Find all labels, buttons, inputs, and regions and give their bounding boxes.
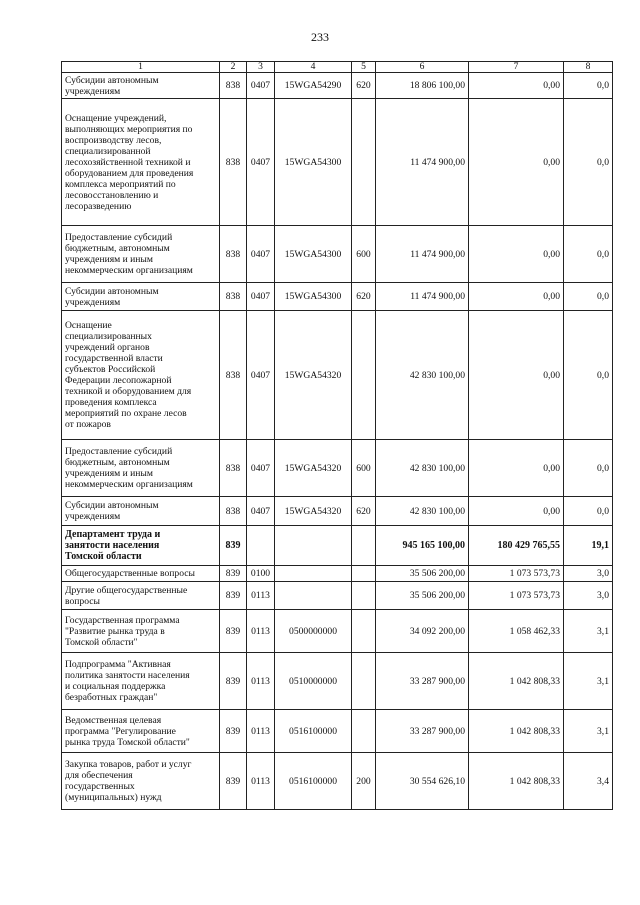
executed-amount-cell: 1 042 808,33: [469, 710, 564, 753]
row-name-line: государственных: [65, 781, 135, 792]
row-name-cell: [62, 73, 220, 99]
executed-amount-cell: 180 429 765,55: [469, 526, 564, 566]
column-header: 4: [275, 62, 352, 73]
execution-percent-cell: 3,0: [564, 582, 613, 610]
table-row: [62, 440, 613, 497]
row-name-line: оборудованием для проведения: [65, 167, 194, 179]
table-row: [62, 497, 613, 526]
row-name-line: Предоставление субсидий: [65, 446, 173, 457]
row-name-line: от пожаров: [65, 419, 111, 430]
execution-percent-cell: 0,0: [564, 311, 613, 440]
row-name-line: лесоразведению: [65, 200, 132, 212]
planned-amount-cell: 35 506 200,00: [376, 566, 469, 582]
section-code-cell: 0407: [247, 440, 275, 497]
row-name-line: Оснащение: [65, 320, 112, 331]
section-code-cell: 0113: [247, 653, 275, 710]
planned-amount-cell: 42 830 100,00: [376, 440, 469, 497]
column-header: 7: [469, 62, 564, 73]
target-article-cell: 0516100000: [275, 753, 352, 810]
column-number-row: [62, 62, 613, 73]
table-body: [62, 73, 613, 810]
execution-percent-cell: 0,0: [564, 73, 613, 99]
row-name-line: бюджетным, автономным: [65, 243, 170, 254]
row-name-line: занятости населения: [65, 540, 160, 551]
expense-type-cell: [352, 526, 376, 566]
expense-type-cell: [352, 610, 376, 653]
executed-amount-cell: 1 073 573,73: [469, 566, 564, 582]
row-name-line: и социальная поддержка: [65, 681, 166, 692]
row-name-line: проведения комплекса: [65, 397, 157, 408]
planned-amount-cell: 33 287 900,00: [376, 653, 469, 710]
expense-type-cell: [352, 582, 376, 610]
row-name-line: "Развитие рынка труда в: [65, 625, 165, 637]
row-name-line: техникой и оборудованием для: [65, 386, 192, 397]
row-name-cell: [62, 526, 220, 566]
row-name-cell: [62, 99, 220, 226]
row-name-cell: [62, 710, 220, 753]
row-name-line: Томской области": [65, 636, 138, 648]
row-name-line: комплекса мероприятий по: [65, 178, 176, 190]
target-article-cell: 0516100000: [275, 710, 352, 753]
executed-amount-cell: 1 073 573,73: [469, 582, 564, 610]
ministry-code-cell: 838: [220, 226, 247, 283]
table-row: [62, 226, 613, 283]
section-code-cell: 0407: [247, 73, 275, 99]
row-name-line: государственной власти: [65, 353, 163, 364]
ministry-code-cell: 839: [220, 582, 247, 610]
row-name-line: Общегосударственные вопросы: [65, 568, 195, 579]
ministry-code-cell: 839: [220, 526, 247, 566]
execution-percent-cell: 0,0: [564, 99, 613, 226]
section-code-cell: 0407: [247, 283, 275, 311]
row-name-line: программа "Регулирование: [65, 725, 176, 737]
column-header: 1: [62, 62, 220, 73]
expense-type-cell: 620: [352, 497, 376, 526]
ministry-code-cell: 839: [220, 610, 247, 653]
expense-type-cell: [352, 653, 376, 710]
section-code-cell: 0113: [247, 753, 275, 810]
section-code-cell: 0113: [247, 610, 275, 653]
row-name-line: Субсидии автономным: [65, 74, 159, 86]
row-name-line: Ведомственная целевая: [65, 714, 162, 726]
target-article-cell: [275, 582, 352, 610]
row-name-line: воспроизводству лесов,: [65, 134, 162, 146]
row-name-line: мероприятий по охране лесов: [65, 408, 187, 419]
table-row: [62, 566, 613, 582]
row-name-line: Оснащение учреждений,: [65, 112, 167, 124]
target-article-cell: 15WGA54290: [275, 73, 352, 99]
row-name-line: Предоставление субсидий: [65, 232, 173, 243]
table-row: [62, 653, 613, 710]
expense-type-cell: [352, 710, 376, 753]
section-code-cell: 0407: [247, 226, 275, 283]
executed-amount-cell: 0,00: [469, 311, 564, 440]
planned-amount-cell: 35 506 200,00: [376, 582, 469, 610]
executed-amount-cell: 1 042 808,33: [469, 653, 564, 710]
table-row: [62, 99, 613, 226]
ministry-code-cell: 839: [220, 710, 247, 753]
row-name-line: безработных граждан": [65, 692, 158, 703]
execution-percent-cell: 0,0: [564, 283, 613, 311]
row-name-line: Департамент труда и: [65, 529, 161, 540]
row-name-line: лесовосстановлению и: [65, 189, 159, 201]
table-row: [62, 582, 613, 610]
ministry-code-cell: 838: [220, 283, 247, 311]
executed-amount-cell: 1 042 808,33: [469, 753, 564, 810]
column-header: 8: [564, 62, 613, 73]
row-name-line: учреждениям и иным: [65, 254, 153, 265]
executed-amount-cell: 0,00: [469, 497, 564, 526]
expense-type-cell: 200: [352, 753, 376, 810]
expense-type-cell: 620: [352, 73, 376, 99]
row-name-line: учреждениям: [65, 85, 121, 97]
column-header: 6: [376, 62, 469, 73]
target-article-cell: 15WGA54320: [275, 311, 352, 440]
column-header: 5: [352, 62, 376, 73]
execution-percent-cell: 3,0: [564, 566, 613, 582]
planned-amount-cell: 30 554 626,10: [376, 753, 469, 810]
row-name-line: Государственная программа: [65, 614, 180, 626]
expense-type-cell: 620: [352, 283, 376, 311]
row-name-line: учреждениям: [65, 511, 121, 522]
execution-percent-cell: 0,0: [564, 440, 613, 497]
execution-percent-cell: 0,0: [564, 226, 613, 283]
row-name-line: Федерации лесопожарной: [65, 375, 172, 386]
planned-amount-cell: 42 830 100,00: [376, 311, 469, 440]
ministry-code-cell: 838: [220, 99, 247, 226]
target-article-cell: 15WGA54320: [275, 497, 352, 526]
row-name-line: специализированной: [65, 145, 151, 157]
row-name-line: некоммерческим организациям: [65, 265, 193, 276]
ministry-code-cell: 838: [220, 73, 247, 99]
execution-percent-cell: 3,4: [564, 753, 613, 810]
executed-amount-cell: 0,00: [469, 226, 564, 283]
budget-table: [61, 61, 613, 810]
row-name-cell: [62, 226, 220, 283]
section-code-cell: 0407: [247, 99, 275, 226]
row-name-line: субъектов Российской: [65, 364, 156, 375]
executed-amount-cell: 0,00: [469, 440, 564, 497]
planned-amount-cell: 945 165 100,00: [376, 526, 469, 566]
row-name-cell: [62, 440, 220, 497]
executed-amount-cell: 1 058 462,33: [469, 610, 564, 653]
planned-amount-cell: 11 474 900,00: [376, 283, 469, 311]
planned-amount-cell: 11 474 900,00: [376, 226, 469, 283]
execution-percent-cell: 19,1: [564, 526, 613, 566]
column-header: 3: [247, 62, 275, 73]
row-name-cell: [62, 653, 220, 710]
table-row: [62, 710, 613, 753]
row-name-cell: [62, 582, 220, 610]
planned-amount-cell: 34 092 200,00: [376, 610, 469, 653]
row-name-cell: [62, 497, 220, 526]
planned-amount-cell: 33 287 900,00: [376, 710, 469, 753]
executed-amount-cell: 0,00: [469, 283, 564, 311]
executed-amount-cell: 0,00: [469, 73, 564, 99]
table-row: [62, 753, 613, 810]
target-article-cell: 15WGA54300: [275, 226, 352, 283]
section-code-cell: [247, 526, 275, 566]
planned-amount-cell: 18 806 100,00: [376, 73, 469, 99]
row-name-line: Закупка товаров, работ и услуг: [65, 759, 192, 770]
row-name-line: Субсидии автономным: [65, 285, 159, 297]
row-name-line: учреждениям и иным: [65, 468, 153, 479]
target-article-cell: 15WGA54300: [275, 99, 352, 226]
execution-percent-cell: 3,1: [564, 710, 613, 753]
expense-type-cell: 600: [352, 440, 376, 497]
target-article-cell: 0510000000: [275, 653, 352, 710]
target-article-cell: [275, 526, 352, 566]
section-code-cell: 0407: [247, 497, 275, 526]
ministry-code-cell: 839: [220, 753, 247, 810]
column-header: 2: [220, 62, 247, 73]
target-article-cell: [275, 566, 352, 582]
row-name-line: рынка труда Томской области": [65, 736, 190, 748]
target-article-cell: 15WGA54320: [275, 440, 352, 497]
section-code-cell: 0113: [247, 710, 275, 753]
page-number: 233: [311, 30, 329, 44]
row-name-cell: [62, 753, 220, 810]
target-article-cell: 0500000000: [275, 610, 352, 653]
row-name-line: (муниципальных) нужд: [65, 792, 162, 803]
table-row: [62, 610, 613, 653]
table-row: [62, 526, 613, 566]
expense-type-cell: [352, 566, 376, 582]
table-row: [62, 311, 613, 440]
row-name-line: некоммерческим организациям: [65, 479, 193, 490]
expense-type-cell: [352, 99, 376, 226]
row-name-line: для обеспечения: [65, 770, 133, 781]
execution-percent-cell: 3,1: [564, 610, 613, 653]
row-name-line: Субсидии автономным: [65, 500, 159, 511]
table-row: [62, 283, 613, 311]
row-name-cell: [62, 610, 220, 653]
section-code-cell: 0100: [247, 566, 275, 582]
section-code-cell: 0407: [247, 311, 275, 440]
planned-amount-cell: 42 830 100,00: [376, 497, 469, 526]
ministry-code-cell: 838: [220, 497, 247, 526]
row-name-line: Другие общегосударственные: [65, 584, 188, 596]
executed-amount-cell: 0,00: [469, 99, 564, 226]
row-name-line: специализированных: [65, 331, 152, 342]
execution-percent-cell: 3,1: [564, 653, 613, 710]
row-name-line: лесохозяйственной техникой и: [65, 156, 191, 168]
row-name-line: учреждениям: [65, 296, 121, 308]
row-name-line: бюджетным, автономным: [65, 457, 170, 468]
row-name-cell: [62, 283, 220, 311]
execution-percent-cell: 0,0: [564, 497, 613, 526]
ministry-code-cell: 838: [220, 311, 247, 440]
row-name-line: выполняющих мероприятия по: [65, 123, 193, 135]
row-name-line: учреждений органов: [65, 342, 150, 353]
row-name-cell: [62, 566, 220, 582]
table-row: [62, 73, 613, 99]
expense-type-cell: [352, 311, 376, 440]
planned-amount-cell: 11 474 900,00: [376, 99, 469, 226]
section-code-cell: 0113: [247, 582, 275, 610]
expense-type-cell: 600: [352, 226, 376, 283]
ministry-code-cell: 839: [220, 566, 247, 582]
row-name-line: Подпрограмма "Активная: [65, 659, 171, 670]
target-article-cell: 15WGA54300: [275, 283, 352, 311]
row-name-cell: [62, 311, 220, 440]
ministry-code-cell: 838: [220, 440, 247, 497]
row-name-line: вопросы: [65, 595, 100, 607]
ministry-code-cell: 839: [220, 653, 247, 710]
row-name-line: политика занятости населения: [65, 670, 190, 681]
row-name-line: Томской области: [65, 551, 142, 562]
